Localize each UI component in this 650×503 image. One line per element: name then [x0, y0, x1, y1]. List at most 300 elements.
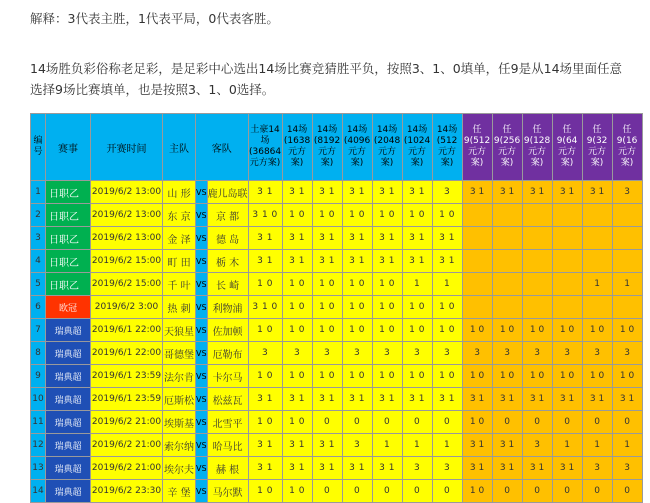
pick-14-plan-2: 3 1 — [312, 457, 342, 480]
pick-r9-plan-6: 3 — [612, 181, 642, 204]
pick-r9-plan-6: 0 — [612, 411, 642, 434]
vs-label: VS — [196, 273, 208, 296]
pick-14-plan-2: 1 0 — [312, 296, 342, 319]
home-team: 辛 堡 — [163, 480, 196, 503]
pick-14-plan-4: 0 — [372, 480, 402, 503]
home-team: 厄斯松 — [163, 388, 196, 411]
pick-14-plan-5: 1 0 — [402, 319, 432, 342]
pick-14-plan-3: 3 1 — [342, 457, 372, 480]
vs-label: VS — [196, 457, 208, 480]
pick-14-plan-1: 3 1 — [282, 227, 312, 250]
pick-14-plan-4: 1 0 — [372, 273, 402, 296]
pick-r9-plan-3: 3 — [522, 342, 552, 365]
pick-r9-plan-3: 3 1 — [522, 388, 552, 411]
row-number: 1 — [31, 181, 46, 204]
kickoff-time: 2019/6/2 21:00 — [91, 411, 163, 434]
pick-r9-plan-1 — [462, 296, 492, 319]
pick-r9-plan-5 — [582, 250, 612, 273]
pick-14-plan-5: 1 0 — [402, 296, 432, 319]
pick-r9-plan-2: 0 — [492, 480, 522, 503]
pick-r9-plan-4 — [552, 227, 582, 250]
pick-r9-plan-5: 0 — [582, 411, 612, 434]
home-team: 金 泽 — [163, 227, 196, 250]
pick-r9-plan-5: 0 — [582, 480, 612, 503]
pick-r9-plan-2 — [492, 273, 522, 296]
pick-base-plan: 3 1 — [248, 457, 282, 480]
home-team: 法尔肯 — [163, 365, 196, 388]
intro-line-1: 解释：3代表主胜，1代表平局，0代表客胜。 — [30, 11, 279, 26]
away-team: 德 岛 — [207, 227, 248, 250]
vs-label: VS — [196, 434, 208, 457]
header-r9-128: 任9(128元方案) — [522, 114, 552, 181]
kickoff-time: 2019/6/1 22:00 — [91, 319, 163, 342]
pick-r9-plan-4: 3 1 — [552, 457, 582, 480]
home-team: 哥德堡 — [163, 342, 196, 365]
pick-14-plan-6: 3 — [432, 181, 462, 204]
pick-base-plan: 3 1 0 — [248, 204, 282, 227]
pick-r9-plan-1: 3 1 — [462, 181, 492, 204]
away-team: 鹿儿岛联 — [207, 181, 248, 204]
row-number: 6 — [31, 296, 46, 319]
pick-14-plan-4: 3 1 — [372, 250, 402, 273]
league-badge: 日职乙 — [46, 250, 91, 273]
pick-r9-plan-6 — [612, 296, 642, 319]
kickoff-time: 2019/6/2 13:00 — [91, 204, 163, 227]
kickoff-time: 2019/6/2 21:00 — [91, 457, 163, 480]
pick-14-plan-1: 1 0 — [282, 480, 312, 503]
kickoff-time: 2019/6/1 23:59 — [91, 388, 163, 411]
pick-r9-plan-1 — [462, 204, 492, 227]
header-plan14-8192: 14场(8192元方案) — [312, 114, 342, 181]
pick-14-plan-1: 3 1 — [282, 250, 312, 273]
pick-14-plan-2: 3 1 — [312, 227, 342, 250]
pick-base-plan: 3 1 — [248, 181, 282, 204]
pick-14-plan-5: 3 1 — [402, 250, 432, 273]
league-badge: 瑞典超 — [46, 434, 91, 457]
pick-r9-plan-6 — [612, 204, 642, 227]
pick-r9-plan-1 — [462, 250, 492, 273]
pick-r9-plan-3 — [522, 296, 552, 319]
kickoff-time: 2019/6/1 22:00 — [91, 342, 163, 365]
pick-14-plan-2: 1 0 — [312, 273, 342, 296]
pick-14-plan-6: 1 0 — [432, 319, 462, 342]
pick-base-plan: 3 1 0 — [248, 296, 282, 319]
league-badge: 日职乙 — [46, 204, 91, 227]
pick-r9-plan-4: 0 — [552, 480, 582, 503]
pick-r9-plan-3: 0 — [522, 480, 552, 503]
pick-14-plan-3: 1 0 — [342, 273, 372, 296]
pick-14-plan-2: 1 0 — [312, 204, 342, 227]
pick-14-plan-6: 1 0 — [432, 365, 462, 388]
header-base-plan: 土豪14场(36864元方案) — [248, 114, 282, 181]
kickoff-time: 2019/6/1 23:59 — [91, 365, 163, 388]
kickoff-time: 2019/6/2 15:00 — [91, 273, 163, 296]
pick-r9-plan-5: 3 1 — [582, 388, 612, 411]
pick-r9-plan-3: 3 — [522, 434, 552, 457]
pick-14-plan-3: 0 — [342, 480, 372, 503]
home-team: 埃尔夫 — [163, 457, 196, 480]
away-team: 哈马比 — [207, 434, 248, 457]
pick-14-plan-5: 3 1 — [402, 181, 432, 204]
pick-r9-plan-1 — [462, 273, 492, 296]
header-r9-64: 任9(64元方案) — [552, 114, 582, 181]
pick-r9-plan-6: 1 — [612, 273, 642, 296]
header-home: 主队 — [163, 114, 196, 181]
pick-14-plan-5: 3 1 — [402, 227, 432, 250]
pick-14-plan-1: 1 0 — [282, 296, 312, 319]
pick-r9-plan-2 — [492, 250, 522, 273]
pick-14-plan-3: 1 0 — [342, 365, 372, 388]
home-team: 町 田 — [163, 250, 196, 273]
home-team: 热 刺 — [163, 296, 196, 319]
vs-label: VS — [196, 388, 208, 411]
pick-14-plan-3: 3 — [342, 342, 372, 365]
home-team: 千 叶 — [163, 273, 196, 296]
kickoff-time: 2019/6/2 21:00 — [91, 434, 163, 457]
pick-r9-plan-1: 3 1 — [462, 457, 492, 480]
header-r9-512: 任9(512元方案) — [462, 114, 492, 181]
pick-r9-plan-6 — [612, 250, 642, 273]
pick-r9-plan-2: 3 1 — [492, 457, 522, 480]
pick-14-plan-3: 1 0 — [342, 296, 372, 319]
row-number: 14 — [31, 480, 46, 503]
away-team: 厄勒布 — [207, 342, 248, 365]
away-team: 赫 根 — [207, 457, 248, 480]
header-plan14-4096: 14场(4096元方案) — [342, 114, 372, 181]
pick-14-plan-3: 1 0 — [342, 319, 372, 342]
table-row — [31, 227, 643, 250]
pick-r9-plan-2: 1 0 — [492, 365, 522, 388]
row-number: 2 — [31, 204, 46, 227]
pick-14-plan-3: 1 0 — [342, 204, 372, 227]
vs-label: VS — [196, 227, 208, 250]
header-row — [31, 114, 643, 181]
pick-base-plan: 1 0 — [248, 480, 282, 503]
away-team: 松兹瓦 — [207, 388, 248, 411]
table-row — [31, 411, 643, 434]
pick-r9-plan-3: 1 0 — [522, 365, 552, 388]
pick-14-plan-6: 0 — [432, 411, 462, 434]
pick-14-plan-4: 0 — [372, 411, 402, 434]
away-team: 马尔默 — [207, 480, 248, 503]
pick-r9-plan-1 — [462, 227, 492, 250]
pick-r9-plan-4: 0 — [552, 411, 582, 434]
pick-r9-plan-3: 1 0 — [522, 319, 552, 342]
row-number: 9 — [31, 365, 46, 388]
league-badge: 瑞典超 — [46, 365, 91, 388]
pick-14-plan-5: 3 1 — [402, 388, 432, 411]
pick-r9-plan-4: 3 1 — [552, 388, 582, 411]
pick-14-plan-2: 1 0 — [312, 319, 342, 342]
pick-14-plan-3: 3 1 — [342, 250, 372, 273]
pick-14-plan-5: 1 — [402, 434, 432, 457]
pick-14-plan-3: 0 — [342, 411, 372, 434]
header-r9-32: 任9(32元方案) — [582, 114, 612, 181]
table-row — [31, 296, 643, 319]
pick-14-plan-1: 1 0 — [282, 273, 312, 296]
pick-14-plan-4: 1 0 — [372, 204, 402, 227]
header-time: 开赛时间 — [91, 114, 163, 181]
league-badge: 日职乙 — [46, 273, 91, 296]
pick-14-plan-2: 0 — [312, 411, 342, 434]
header-plan14-2048: 14场(2048元方案) — [372, 114, 402, 181]
pick-r9-plan-5 — [582, 296, 612, 319]
row-number: 10 — [31, 388, 46, 411]
league-badge: 瑞典超 — [46, 457, 91, 480]
pick-r9-plan-4 — [552, 204, 582, 227]
row-number: 4 — [31, 250, 46, 273]
away-team: 佐加顿 — [207, 319, 248, 342]
pick-r9-plan-5 — [582, 204, 612, 227]
league-badge: 日职乙 — [46, 181, 91, 204]
table-row — [31, 480, 643, 503]
pick-r9-plan-1: 3 1 — [462, 434, 492, 457]
pick-14-plan-1: 3 1 — [282, 457, 312, 480]
pick-base-plan: 1 0 — [248, 411, 282, 434]
pick-base-plan: 3 1 — [248, 434, 282, 457]
away-team: 卡尔马 — [207, 365, 248, 388]
table-row — [31, 342, 643, 365]
pick-r9-plan-2: 1 0 — [492, 319, 522, 342]
table-row — [31, 204, 643, 227]
header-away: 客队 — [196, 114, 249, 181]
pick-14-plan-2: 3 — [312, 342, 342, 365]
pick-r9-plan-5: 1 0 — [582, 365, 612, 388]
pick-14-plan-1: 1 0 — [282, 319, 312, 342]
pick-r9-plan-4 — [552, 273, 582, 296]
pick-14-plan-2: 3 1 — [312, 181, 342, 204]
pick-14-plan-5: 1 — [402, 273, 432, 296]
pick-base-plan: 3 1 — [248, 227, 282, 250]
vs-label: VS — [196, 250, 208, 273]
pick-r9-plan-3 — [522, 273, 552, 296]
vs-label: VS — [196, 204, 208, 227]
pick-14-plan-2: 3 1 — [312, 434, 342, 457]
league-badge: 瑞典超 — [46, 480, 91, 503]
row-number: 12 — [31, 434, 46, 457]
kickoff-time: 2019/6/2 3:00 — [91, 296, 163, 319]
pick-r9-plan-2: 3 1 — [492, 181, 522, 204]
pick-14-plan-3: 3 1 — [342, 388, 372, 411]
pick-14-plan-5: 3 — [402, 457, 432, 480]
home-team: 山 形 — [163, 181, 196, 204]
pick-r9-plan-4 — [552, 250, 582, 273]
pick-14-plan-5: 1 0 — [402, 204, 432, 227]
pick-r9-plan-5 — [582, 227, 612, 250]
pick-r9-plan-5: 3 1 — [582, 181, 612, 204]
pick-r9-plan-1: 1 0 — [462, 480, 492, 503]
away-team: 利物浦 — [207, 296, 248, 319]
pick-14-plan-6: 3 1 — [432, 250, 462, 273]
home-team: 天狼星 — [163, 319, 196, 342]
pick-r9-plan-5: 1 0 — [582, 319, 612, 342]
header-plan14-1638: 14场(1638元方案) — [282, 114, 312, 181]
league-badge: 欧冠 — [46, 296, 91, 319]
pick-14-plan-2: 0 — [312, 480, 342, 503]
table-row — [31, 273, 643, 296]
league-badge: 瑞典超 — [46, 411, 91, 434]
pick-14-plan-4: 3 1 — [372, 457, 402, 480]
header-r9-16: 任9(16元方案) — [612, 114, 642, 181]
home-team: 东 京 — [163, 204, 196, 227]
row-number: 13 — [31, 457, 46, 480]
header-plan14-512: 14场(512元方案) — [432, 114, 462, 181]
league-badge: 瑞典超 — [46, 319, 91, 342]
pick-14-plan-6: 1 0 — [432, 296, 462, 319]
pick-r9-plan-4 — [552, 296, 582, 319]
kickoff-time: 2019/6/2 13:00 — [91, 227, 163, 250]
row-number: 11 — [31, 411, 46, 434]
table-row — [31, 365, 643, 388]
pick-r9-plan-2: 3 — [492, 342, 522, 365]
header-plan14-1024: 14场(1024元方案) — [402, 114, 432, 181]
pick-14-plan-6: 0 — [432, 480, 462, 503]
pick-r9-plan-3 — [522, 250, 552, 273]
header-no: 编号 — [31, 114, 46, 181]
pick-14-plan-1: 3 1 — [282, 388, 312, 411]
kickoff-time: 2019/6/2 23:30 — [91, 480, 163, 503]
league-badge: 瑞典超 — [46, 342, 91, 365]
pick-14-plan-6: 1 — [432, 434, 462, 457]
pick-r9-plan-4: 3 1 — [552, 181, 582, 204]
pick-14-plan-6: 3 1 — [432, 388, 462, 411]
pick-r9-plan-6 — [612, 227, 642, 250]
pick-r9-plan-6: 1 0 — [612, 365, 642, 388]
pick-r9-plan-2 — [492, 204, 522, 227]
header-r9-256: 任9(256元方案) — [492, 114, 522, 181]
pick-base-plan: 1 0 — [248, 319, 282, 342]
pick-r9-plan-1: 3 1 — [462, 388, 492, 411]
home-team: 索尔纳 — [163, 434, 196, 457]
table-row — [31, 434, 643, 457]
pick-14-plan-2: 3 1 — [312, 250, 342, 273]
pick-14-plan-1: 3 1 — [282, 181, 312, 204]
pick-r9-plan-2: 3 1 — [492, 434, 522, 457]
league-badge: 日职乙 — [46, 227, 91, 250]
pick-r9-plan-3: 0 — [522, 411, 552, 434]
pick-r9-plan-3 — [522, 227, 552, 250]
header-league: 赛事 — [46, 114, 91, 181]
pick-14-plan-2: 1 0 — [312, 365, 342, 388]
pick-14-plan-6: 1 — [432, 273, 462, 296]
away-team: 京 都 — [207, 204, 248, 227]
pick-r9-plan-5: 3 — [582, 457, 612, 480]
pick-r9-plan-3: 3 1 — [522, 457, 552, 480]
pick-14-plan-1: 3 1 — [282, 434, 312, 457]
pick-14-plan-1: 3 — [282, 342, 312, 365]
away-team: 栃 木 — [207, 250, 248, 273]
vs-label: VS — [196, 296, 208, 319]
pick-14-plan-4: 3 1 — [372, 227, 402, 250]
pick-r9-plan-1: 1 0 — [462, 411, 492, 434]
pick-r9-plan-1: 1 0 — [462, 365, 492, 388]
row-number: 8 — [31, 342, 46, 365]
vs-label: VS — [196, 319, 208, 342]
lottery-plan-table — [30, 113, 643, 503]
pick-r9-plan-6: 3 — [612, 342, 642, 365]
pick-base-plan: 3 — [248, 342, 282, 365]
table-row — [31, 181, 643, 204]
pick-14-plan-4: 3 — [372, 342, 402, 365]
pick-14-plan-6: 1 0 — [432, 204, 462, 227]
row-number: 7 — [31, 319, 46, 342]
pick-14-plan-1: 1 0 — [282, 204, 312, 227]
pick-14-plan-4: 3 1 — [372, 181, 402, 204]
pick-r9-plan-2: 3 1 — [492, 388, 522, 411]
pick-r9-plan-6: 1 — [612, 434, 642, 457]
pick-r9-plan-3 — [522, 204, 552, 227]
table-body — [31, 181, 643, 503]
league-badge: 瑞典超 — [46, 388, 91, 411]
pick-14-plan-4: 1 0 — [372, 296, 402, 319]
table-row — [31, 388, 643, 411]
pick-r9-plan-6: 1 0 — [612, 319, 642, 342]
pick-r9-plan-2 — [492, 227, 522, 250]
pick-r9-plan-6: 0 — [612, 480, 642, 503]
pick-r9-plan-5: 1 — [582, 273, 612, 296]
vs-label: VS — [196, 181, 208, 204]
pick-14-plan-4: 1 0 — [372, 365, 402, 388]
pick-14-plan-2: 3 1 — [312, 388, 342, 411]
pick-14-plan-5: 0 — [402, 480, 432, 503]
pick-14-plan-3: 3 1 — [342, 181, 372, 204]
pick-r9-plan-6: 3 — [612, 457, 642, 480]
pick-r9-plan-2 — [492, 296, 522, 319]
pick-14-plan-6: 3 — [432, 457, 462, 480]
pick-r9-plan-6: 3 1 — [612, 388, 642, 411]
row-number: 3 — [31, 227, 46, 250]
pick-14-plan-3: 3 1 — [342, 227, 372, 250]
pick-base-plan: 3 1 — [248, 250, 282, 273]
pick-14-plan-1: 1 0 — [282, 365, 312, 388]
kickoff-time: 2019/6/2 13:00 — [91, 181, 163, 204]
pick-14-plan-6: 3 — [432, 342, 462, 365]
pick-r9-plan-5: 3 — [582, 342, 612, 365]
pick-14-plan-4: 1 — [372, 434, 402, 457]
away-team: 北雪平 — [207, 411, 248, 434]
table-row — [31, 319, 643, 342]
kickoff-time: 2019/6/2 15:00 — [91, 250, 163, 273]
pick-14-plan-5: 0 — [402, 411, 432, 434]
pick-r9-plan-1: 1 0 — [462, 319, 492, 342]
pick-14-plan-1: 1 0 — [282, 411, 312, 434]
pick-base-plan: 1 0 — [248, 365, 282, 388]
pick-r9-plan-4: 3 — [552, 342, 582, 365]
pick-base-plan: 3 1 — [248, 388, 282, 411]
pick-14-plan-5: 1 0 — [402, 365, 432, 388]
home-team: 埃斯基 — [163, 411, 196, 434]
pick-r9-plan-4: 1 — [552, 434, 582, 457]
pick-r9-plan-4: 1 0 — [552, 319, 582, 342]
intro-line-2: 14场胜负彩俗称老足彩，是足彩中心选出14场比赛竞猜胜平负，按照3、1、0填单，任9是从14场里面任意选择9场比赛填单，也是按照3、1、0选择。 — [30, 61, 623, 97]
vs-label: VS — [196, 480, 208, 503]
pick-14-plan-3: 3 — [342, 434, 372, 457]
pick-14-plan-5: 3 — [402, 342, 432, 365]
table-row — [31, 457, 643, 480]
pick-14-plan-6: 3 1 — [432, 227, 462, 250]
away-team: 长 崎 — [207, 273, 248, 296]
pick-14-plan-4: 1 0 — [372, 319, 402, 342]
pick-r9-plan-4: 1 0 — [552, 365, 582, 388]
table-row — [31, 250, 643, 273]
vs-label: VS — [196, 365, 208, 388]
row-number: 5 — [31, 273, 46, 296]
pick-14-plan-4: 3 1 — [372, 388, 402, 411]
pick-r9-plan-2: 0 — [492, 411, 522, 434]
pick-r9-plan-3: 3 1 — [522, 181, 552, 204]
pick-base-plan: 1 0 — [248, 273, 282, 296]
pick-r9-plan-5: 1 — [582, 434, 612, 457]
